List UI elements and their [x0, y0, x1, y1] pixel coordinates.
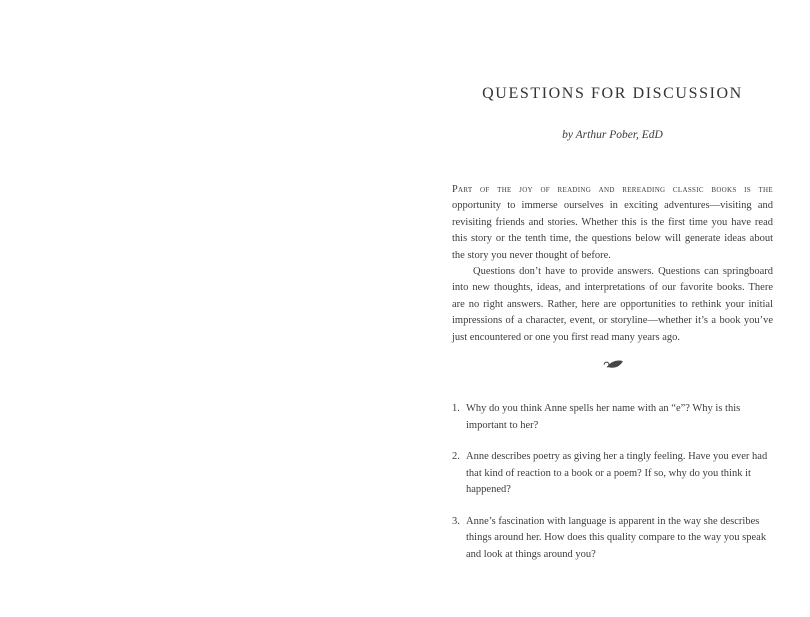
- intro-section: [452, 182, 773, 346]
- question-item-3: [452, 514, 773, 564]
- fleuron-icon: [601, 358, 625, 375]
- page-title: QUESTIONS FOR DISCUSSION: [482, 85, 743, 102]
- question-number: 1.: [452, 403, 460, 415]
- second-paragraph: Questions don’t have to provide answers. Questions can springboard into new thoughts, ideas, and interpretations of our favorite books. There are no right answers. Rather, here are opportunities to rethink your initial impressions of a character, event, or storyline—whether it’s a book you’ve just encountered or one you first read many years ago.: [452, 266, 773, 343]
- lead-in-small-caps: Part of the joy of reading and rereading classic books is the: [452, 184, 773, 195]
- byline: by Arthur Pober, EdD: [562, 129, 663, 141]
- question-number: 2.: [452, 451, 460, 463]
- intro-paragraph-text: opportunity to immerse ourselves in exciting adventures—visiting and revisiting friends and stories. Whether this is the first time you have read this story or the tenth time, the questions below will generate ideas about the story you never thought of before.: [452, 200, 773, 261]
- text-column: [452, 0, 773, 578]
- question-item-1: [452, 401, 773, 434]
- question-number: 3.: [452, 515, 460, 527]
- question-text: Why do you think Anne spells her name with an “e”? Why is this important to her?: [466, 403, 741, 431]
- question-list: [452, 401, 773, 563]
- section-divider: [452, 358, 773, 372]
- question-text: Anne’s fascination with language is apparent in the way she describes things around her. How does this quality compare to the way you speak and look at things around you?: [466, 515, 767, 560]
- intro-paragraph: [452, 182, 773, 264]
- question-text: Anne describes poetry as giving her a tingly feeling. Have you ever had that kind of reaction to a book or a poem? If so, why do you think it happened?: [466, 451, 768, 496]
- question-item-2: [452, 449, 773, 499]
